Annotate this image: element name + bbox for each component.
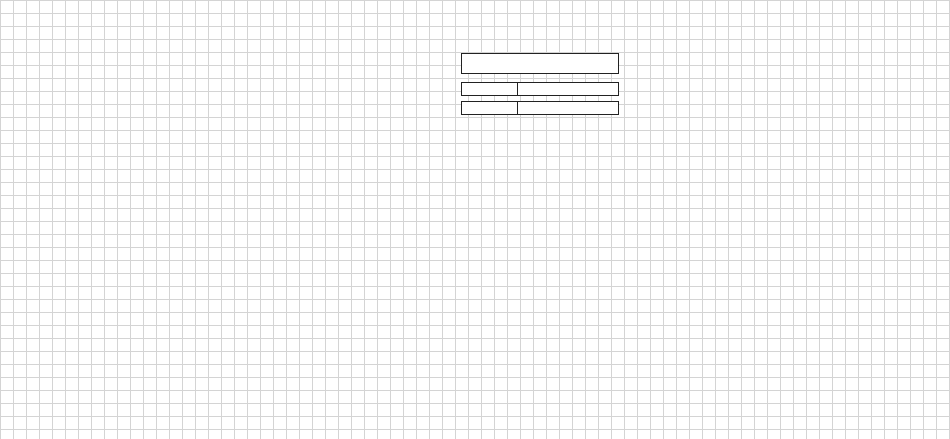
root-responsible-value <box>518 102 618 114</box>
root-responsible-row <box>461 101 619 115</box>
root-leaders-value <box>518 83 618 95</box>
root-leaders-row <box>461 82 619 96</box>
root-node <box>461 53 619 74</box>
root-leaders-label <box>462 83 518 95</box>
root-responsible-label <box>462 102 518 114</box>
